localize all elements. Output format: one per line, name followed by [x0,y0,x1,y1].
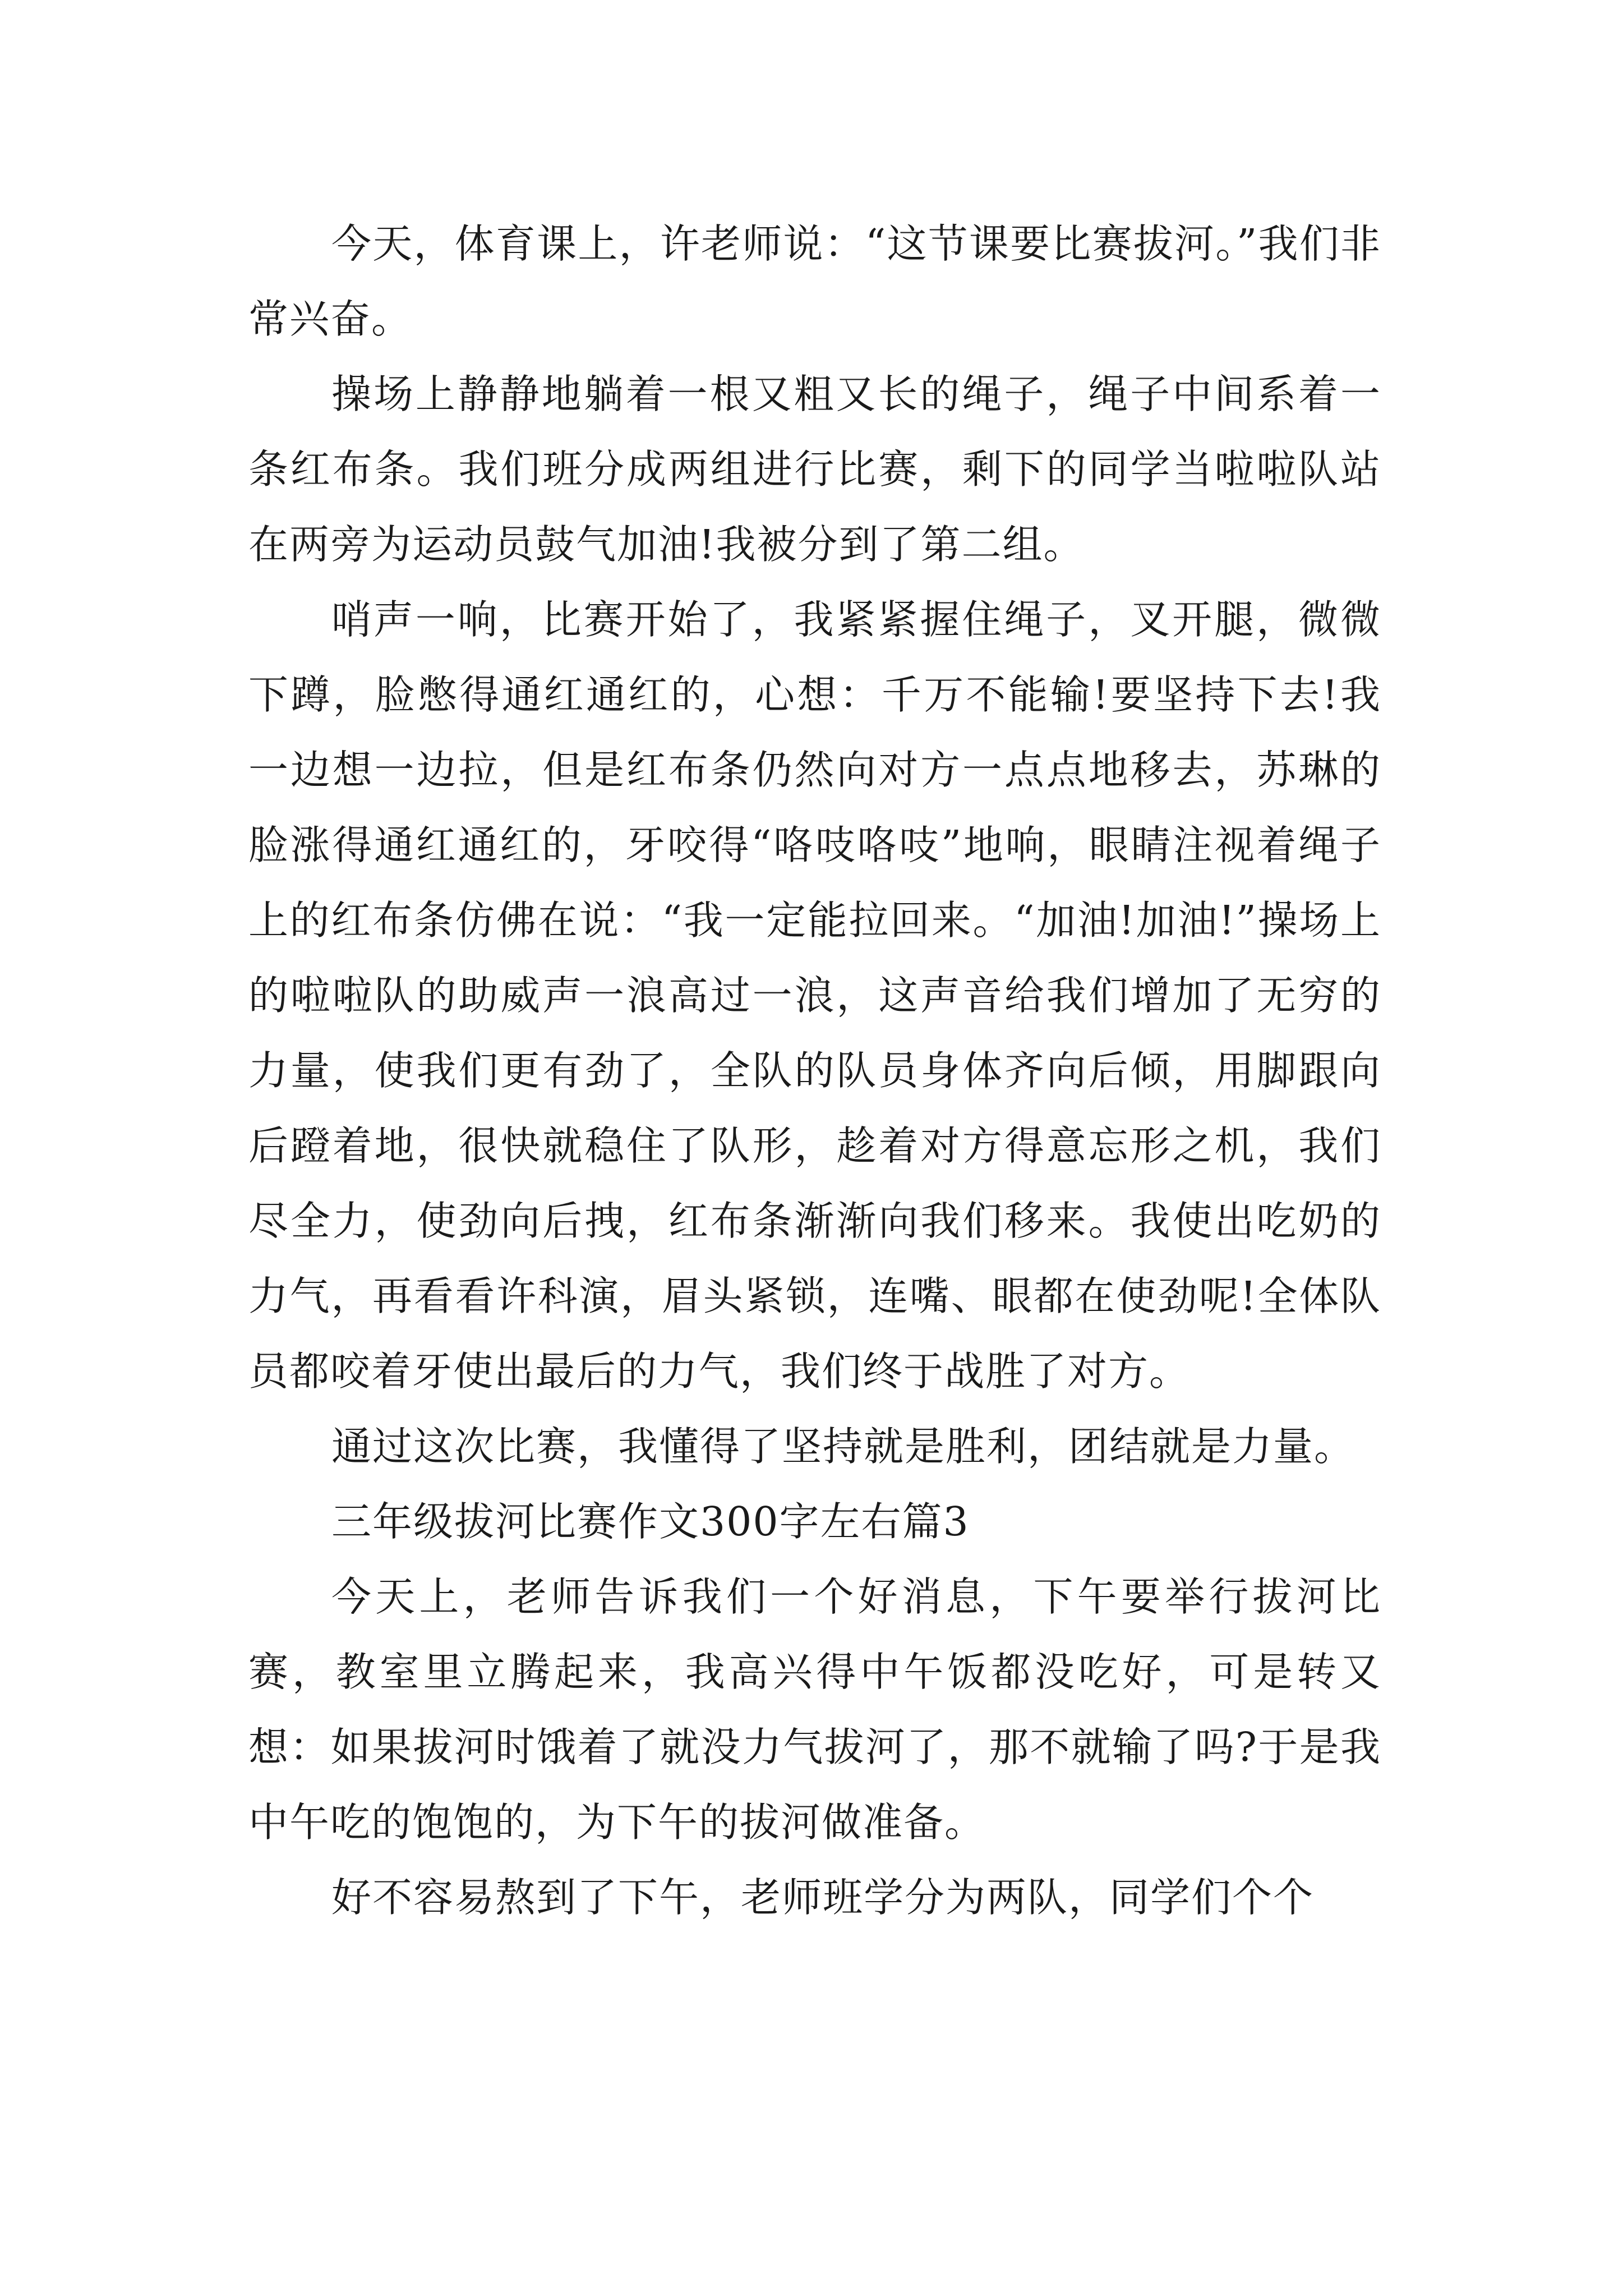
section-heading: 三年级拔河比赛作文300字左右篇3 [331,1498,970,1545]
paragraph-4: 通过这次比赛，我懂得了坚持就是胜利，团结就是力量。 [331,1423,1355,1470]
paragraph-1: 今天，体育课上，许老师说：“这节课要比赛拔河。”我们非常兴奋。 [248,220,1381,342]
paragraph-3: 哨声一响，比赛开始了，我紧紧握住绳子，叉开腿，微微下蹲，脸憋得通红通红的，心想：千万不能输!要坚持下去!我一边想一边拉，但是红布条仍然向对方一点点地移去，苏琳的脸涨得通红通红的，牙咬得“咯吱咯吱”地响，眼睛注视着绳子上的红布条仿佛在说：“我一定能拉回来。“加油!加油!”操场上的啦啦队的助威声一浪高过一浪，这声音给我们增加了无穷的力量，使我们更有劲了，全队的队员身体齐向后倾，用脚跟向后蹬着地，很快就稳住了队形，趁着对方得意忘形之机，我们尽全力，使劲向后拽，红布条渐渐向我们移来。我使出吃奶的力气，再看看许科演，眉头紧锁，连嘴、眼都在使劲呢!全体队员都咬着牙使出最后的力气，我们终于战胜了对方。 [248,596,1381,1395]
paragraph-5: 今天上，老师告诉我们一个好消息，下午要举行拔河比赛，教室里立腾起来，我高兴得中午饭都没吃好，可是转又想：如果拔河时饿着了就没力气拔河了，那不就输了吗?于是我中午吃的饱饱的，为下午的拔河做准备。 [248,1573,1381,1846]
paragraph-2: 操场上静静地躺着一根又粗又长的绳子，绳子中间系着一条红布条。我们班分成两组进行比赛，剩下的同学当啦啦队站在两旁为运动员鼓气加油!我被分到了第二组。 [248,371,1381,568]
document-body [248,206,1381,1935]
paragraph-6: 好不容易熬到了下午，老师班学分为两队，同学们个个 [331,1874,1315,1921]
